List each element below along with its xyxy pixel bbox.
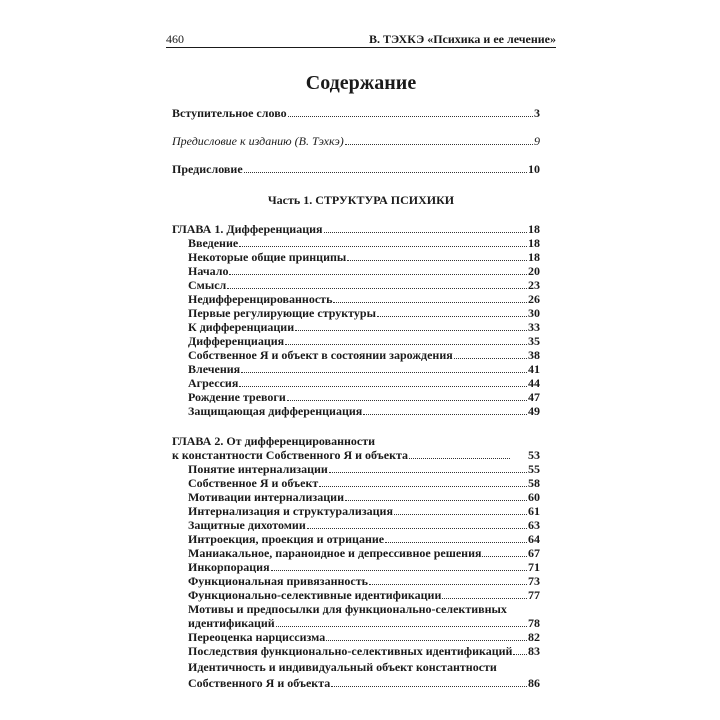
toc-section: Рождение тревоги 47 <box>188 390 540 404</box>
toc-entry-introduction: Вступительное слово 3 <box>172 106 540 120</box>
toc-section-line1: Мотивы и предпосылки для функционально-селективных <box>188 602 507 616</box>
toc-section: Последствия функционально-селективных идентификаций 83 <box>188 644 540 658</box>
toc-entry-editor-preface: Предисловие к изданию (В. Тэхкэ) 9 <box>172 134 540 148</box>
toc-section: Функциональная привязанность 73 <box>188 574 540 588</box>
toc-section: Смысл 23 <box>188 278 540 292</box>
toc-section: Инкорпорация 71 <box>188 560 540 574</box>
toc-section: Функционально-селективные идентификации 77 <box>188 588 540 602</box>
toc-section: Начало 20 <box>188 264 540 278</box>
toc-section: Переоценка нарциссизма 82 <box>188 630 540 644</box>
toc-section: Мотивации интернализации 60 <box>188 490 540 504</box>
toc-chapter-2: к константности Собственного Я и объекта 53 <box>172 448 540 462</box>
toc-section: К дифференциации 33 <box>188 320 540 334</box>
toc-section: Интроекция, проекция и отрицание 64 <box>188 532 540 546</box>
toc-section: Агрессия 44 <box>188 376 540 390</box>
toc-section: Собственного Я и объекта 86 <box>188 676 540 690</box>
toc-entry-preface: Предисловие 10 <box>172 162 540 176</box>
part-heading: Часть 1. СТРУКТУРА ПСИХИКИ <box>267 193 455 207</box>
toc-chapter-1: ГЛАВА 1. Дифференциация 18 <box>172 222 540 236</box>
toc-section: Дифференциация 35 <box>188 334 540 348</box>
page-title: Содержание <box>305 72 417 94</box>
toc-section: Первые регулирующие структуры 30 <box>188 306 540 320</box>
toc-section: Введение 18 <box>188 236 540 250</box>
page-number: 460 <box>166 32 184 46</box>
toc-section: Собственное Я и объект в состоянии зарождения 38 <box>188 348 540 362</box>
toc-section-line1: Идентичность и индивидуальный объект константности <box>188 660 497 674</box>
toc-section: Защищающая дифференциация 49 <box>188 404 540 418</box>
toc-section: Защитные дихотомии 63 <box>188 518 540 532</box>
toc-section: Маниакальное, параноидное и депрессивное решения 67 <box>188 546 540 560</box>
running-title: В. ТЭХКЭ «Психика и ее лечение» <box>369 32 556 46</box>
toc-section: Недифференцированность 26 <box>188 292 540 306</box>
toc-section: Некоторые общие принципы 18 <box>188 250 540 264</box>
toc-section: Интернализация и структурализация 61 <box>188 504 540 518</box>
toc-section: Собственное Я и объект 58 <box>188 476 540 490</box>
toc-section: Влечения 41 <box>188 362 540 376</box>
toc-chapter-2-title: ГЛАВА 2. От дифференцированности <box>172 434 376 448</box>
toc-section: Понятие интернализации 55 <box>188 462 540 476</box>
toc-section: идентификаций 78 <box>188 616 540 630</box>
